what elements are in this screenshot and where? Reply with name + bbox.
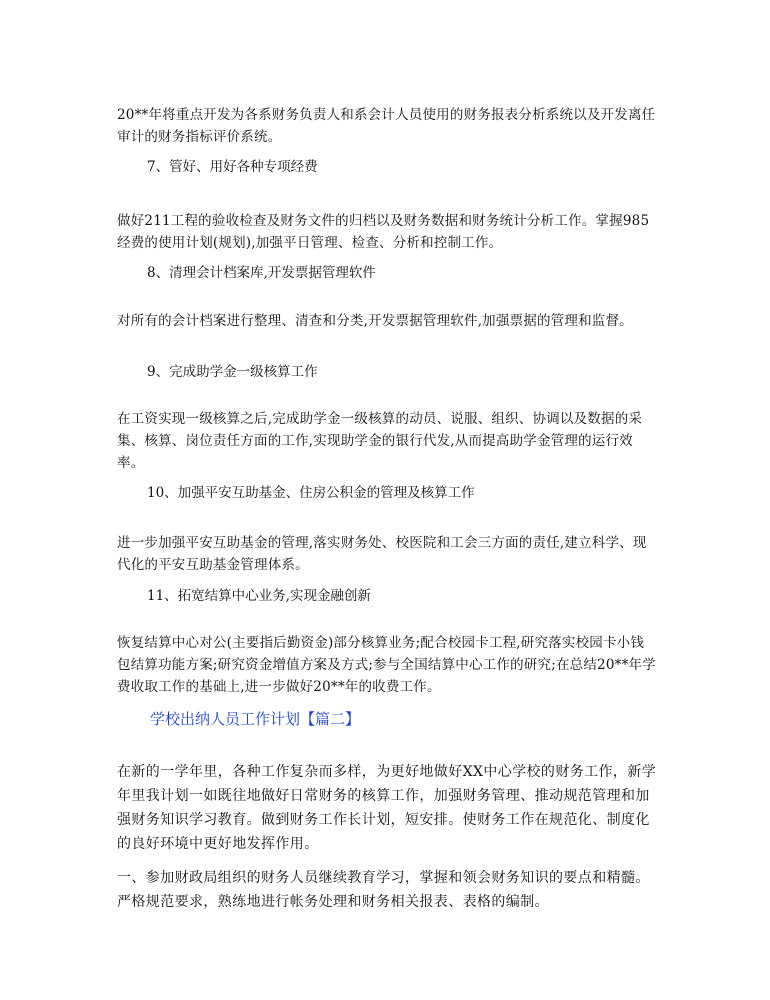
list-item-8: 8、清理会计档案库,开发票据管理软件 <box>147 265 376 281</box>
paragraph-financial-report-system: 20**年将重点开发为各系财务负责人和系会计人员使用的财务报表分析系统以及开发离任审计的财务指标评价系统。 <box>117 107 656 145</box>
list-item-11: 11、拓宽结算中心业务,实现金融创新 <box>147 588 371 604</box>
paragraph-settlement-center: 恢复结算中心对公(主要指后勤资金)部分核算业务;配合校园卡工程,研究落实校园卡小钱包结算功能方案;研究资金增值方案及方式;参与全国结算中心工作的研究;在总结20**年学费收取工作的基础上,进一步做好20**年的收费工作。 <box>117 635 656 695</box>
section-title: 学校出纳人员工作计划【篇二】 <box>150 710 361 728</box>
paragraph-continuing-education: 一、参加财政局组织的财务人员继续教育学习，掌握和领会财务知识的要点和精髓。严格规范要求，熟练地进行帐务处理和财务相关报表、表格的编制。 <box>117 870 650 910</box>
paragraph-accounting-archives: 对所有的会计档案进行整理、清查和分类,开发票据管理软件,加强票据的管理和监督。 <box>117 313 633 329</box>
list-item-9: 9、完成助学金一级核算工作 <box>147 364 318 380</box>
list-item-10: 10、加强平安互助基金、住房公积金的管理及核算工作 <box>147 485 475 501</box>
paragraph-scholarship-accounting: 在工资实现一级核算之后,完成助学金一级核算的动员、说服、组织、协调以及数据的采集、核算、岗位责任方面的工作,实现助学金的银行代发,从而提高助学金管理的运行效率。 <box>117 411 643 471</box>
paragraph-new-school-year: 在新的一学年里，各种工作复杂而多样，为更好地做好XX中心学校的财务工作，新学年里我计划一如既往地做好日常财务的核算工作，加强财务管理、推动规范管理和加强财务知识学习教育。做到财务工作长计划，短安排。使财务工作在规范化、制度化的良好环境中更好地发挥作用。 <box>117 764 657 852</box>
paragraph-mutual-aid-fund: 进一步加强平安互助基金的管理,落实财务处、校医院和工会三方面的责任,建立科学、现代化的平安互助基金管理体系。 <box>117 535 647 573</box>
list-item-7: 7、管好、用好各种专项经费 <box>147 159 318 175</box>
paragraph-211-project: 做好211工程的验收检查及财务文件的归档以及财务数据和财务统计分析工作。掌握985经费的使用计划(规划),加强平日管理、检查、分析和控制工作。 <box>117 213 650 251</box>
